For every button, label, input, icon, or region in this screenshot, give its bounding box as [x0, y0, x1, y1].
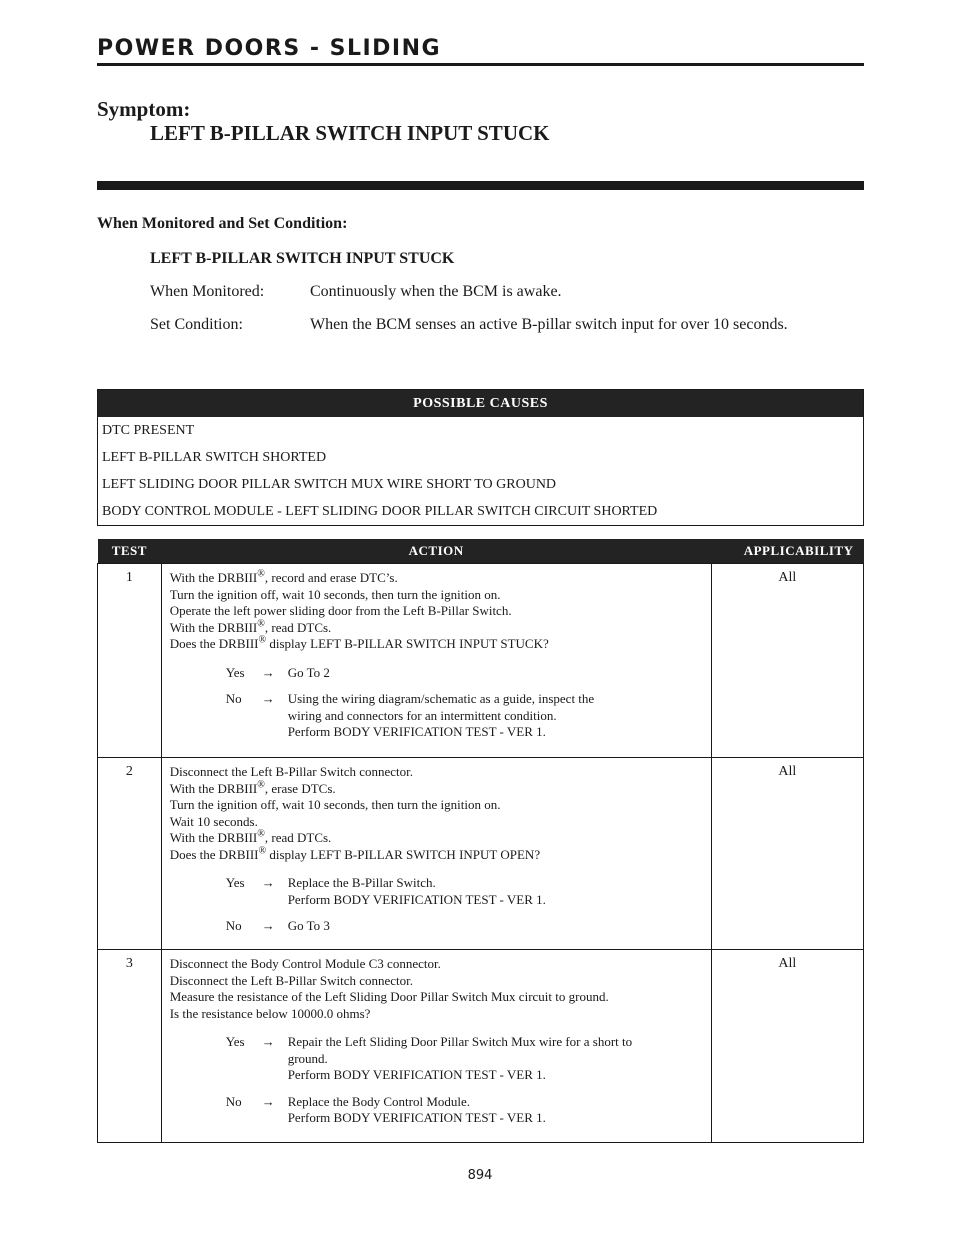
registered-mark: ®	[257, 618, 265, 630]
arrow-icon: →	[261, 691, 275, 706]
symptom-rule	[97, 181, 864, 190]
cause-item: DTC PRESENT	[102, 423, 195, 438]
arrow-icon: →	[261, 918, 275, 933]
branch-text: Go To 3	[287, 918, 330, 933]
no-label: No	[225, 691, 242, 706]
test-applicability: All	[711, 950, 863, 1143]
action-step: Operate the left power sliding door from the Left B-Pillar Switch.	[169, 603, 512, 618]
when-monitored-value: Continuously when the BCM is awake.	[310, 283, 562, 300]
symptom-label: Symptom:	[97, 97, 191, 121]
test-action	[161, 564, 711, 758]
action-step: Disconnect the Left B-Pillar Switch connector.	[169, 764, 414, 779]
test-number: 2	[98, 758, 162, 950]
registered-mark: ®	[258, 634, 267, 646]
no-label: No	[225, 918, 242, 933]
test-applicability: All	[711, 758, 863, 950]
action-step: Is the resistance below 10000.0 ohms?	[169, 1005, 371, 1021]
yes-branch	[170, 665, 707, 682]
yes-label: Yes	[225, 664, 245, 680]
arrow-icon: →	[261, 1093, 275, 1109]
no-branch	[170, 691, 707, 741]
branch-text: Go To 2	[287, 664, 330, 680]
test-table	[97, 539, 864, 1143]
branch-text: Replace the Body Control Module.	[287, 1093, 471, 1109]
when-monitored-line	[150, 283, 562, 301]
action-step: With the DRBIII®, read DTCs.	[169, 828, 332, 845]
action-step: Disconnect the Body Control Module C3 connector.	[169, 956, 441, 971]
arrow-icon: →	[261, 1034, 275, 1049]
possible-causes-heading: POSSIBLE CAUSES	[98, 390, 863, 417]
test-action	[161, 950, 711, 1143]
cause-item: LEFT SLIDING DOOR PILLAR SWITCH MUX WIRE SHORT TO GROUND	[102, 477, 557, 492]
arrow-icon: →	[261, 664, 275, 680]
header-rule	[97, 63, 864, 66]
registered-mark: ®	[257, 568, 265, 580]
action-step: Disconnect the Left B-Pillar Switch connector.	[169, 972, 414, 988]
test-number: 1	[98, 564, 162, 758]
branch-text: Perform BODY VERIFICATION TEST - VER 1.	[287, 724, 546, 739]
branch-text: Perform BODY VERIFICATION TEST - VER 1.	[287, 1067, 546, 1082]
set-condition-value: When the BCM senses an active B-pillar switch input for over 10 seconds.	[310, 316, 788, 333]
test-row	[98, 564, 864, 758]
set-condition-line	[150, 316, 788, 334]
registered-mark: ®	[258, 845, 267, 857]
condition-title: LEFT B-PILLAR SWITCH INPUT STUCK	[150, 250, 455, 267]
test-row	[98, 758, 864, 950]
branch-text: Replace the B-Pillar Switch.	[287, 875, 436, 890]
no-branch	[170, 918, 707, 935]
action-step: With the DRBIII®, read DTCs.	[169, 618, 332, 635]
action-step: Wait 10 seconds.	[169, 813, 258, 829]
arrow-icon: →	[261, 875, 275, 890]
registered-mark: ®	[257, 779, 265, 791]
branch-text: Using the wiring diagram/schematic as a guide, inspect the	[287, 691, 595, 706]
page-number: 894	[467, 1168, 493, 1183]
branch-text: Perform BODY VERIFICATION TEST - VER 1.	[287, 1110, 546, 1125]
test-action	[161, 758, 711, 950]
test-row	[98, 950, 864, 1143]
action-step: With the DRBIII®, record and erase DTC’s.	[169, 568, 398, 585]
header-action: ACTION	[161, 539, 711, 564]
no-branch	[170, 1094, 707, 1127]
yes-label: Yes	[225, 875, 245, 890]
action-step: Turn the ignition off, wait 10 seconds, then turn the ignition on.	[169, 586, 501, 602]
action-step: Turn the ignition off, wait 10 seconds, then turn the ignition on.	[169, 797, 501, 812]
registered-mark: ®	[257, 828, 265, 840]
yes-label: Yes	[225, 1034, 245, 1049]
cause-item: LEFT B-PILLAR SWITCH SHORTED	[102, 450, 327, 465]
symptom-title: LEFT B-PILLAR SWITCH INPUT STUCK	[150, 121, 550, 145]
cause-item: BODY CONTROL MODULE - LEFT SLIDING DOOR PILLAR SWITCH CIRCUIT SHORTED	[102, 504, 658, 519]
test-number: 3	[98, 950, 162, 1143]
header-applicability: APPLICABILITY	[711, 539, 863, 564]
test-table-header	[98, 539, 864, 564]
branch-text: wiring and connectors for an intermittent condition.	[287, 707, 557, 723]
yes-branch	[170, 1034, 707, 1084]
test-applicability: All	[711, 564, 863, 758]
action-step: Measure the resistance of the Left Sliding Door Pillar Switch Mux circuit to ground.	[169, 989, 609, 1004]
action-step: With the DRBIII®, erase DTCs.	[169, 779, 336, 796]
section-title: POWER DOORS - SLIDING	[97, 36, 442, 61]
possible-causes-box	[97, 389, 864, 526]
branch-text: Perform BODY VERIFICATION TEST - VER 1.	[287, 891, 546, 907]
monitored-heading: When Monitored and Set Condition:	[97, 215, 348, 232]
action-step: Does the DRBIII® display LEFT B-PILLAR SWITCH INPUT STUCK?	[169, 634, 549, 651]
when-monitored-label: When Monitored:	[150, 283, 265, 300]
set-condition-label: Set Condition:	[150, 316, 243, 333]
header-test: TEST	[98, 539, 162, 564]
no-label: No	[225, 1093, 242, 1109]
branch-text: ground.	[287, 1050, 328, 1066]
yes-branch	[170, 875, 707, 908]
action-step: Does the DRBIII® display LEFT B-PILLAR SWITCH INPUT OPEN?	[169, 845, 541, 862]
branch-text: Repair the Left Sliding Door Pillar Switch Mux wire for a short to	[287, 1034, 633, 1049]
